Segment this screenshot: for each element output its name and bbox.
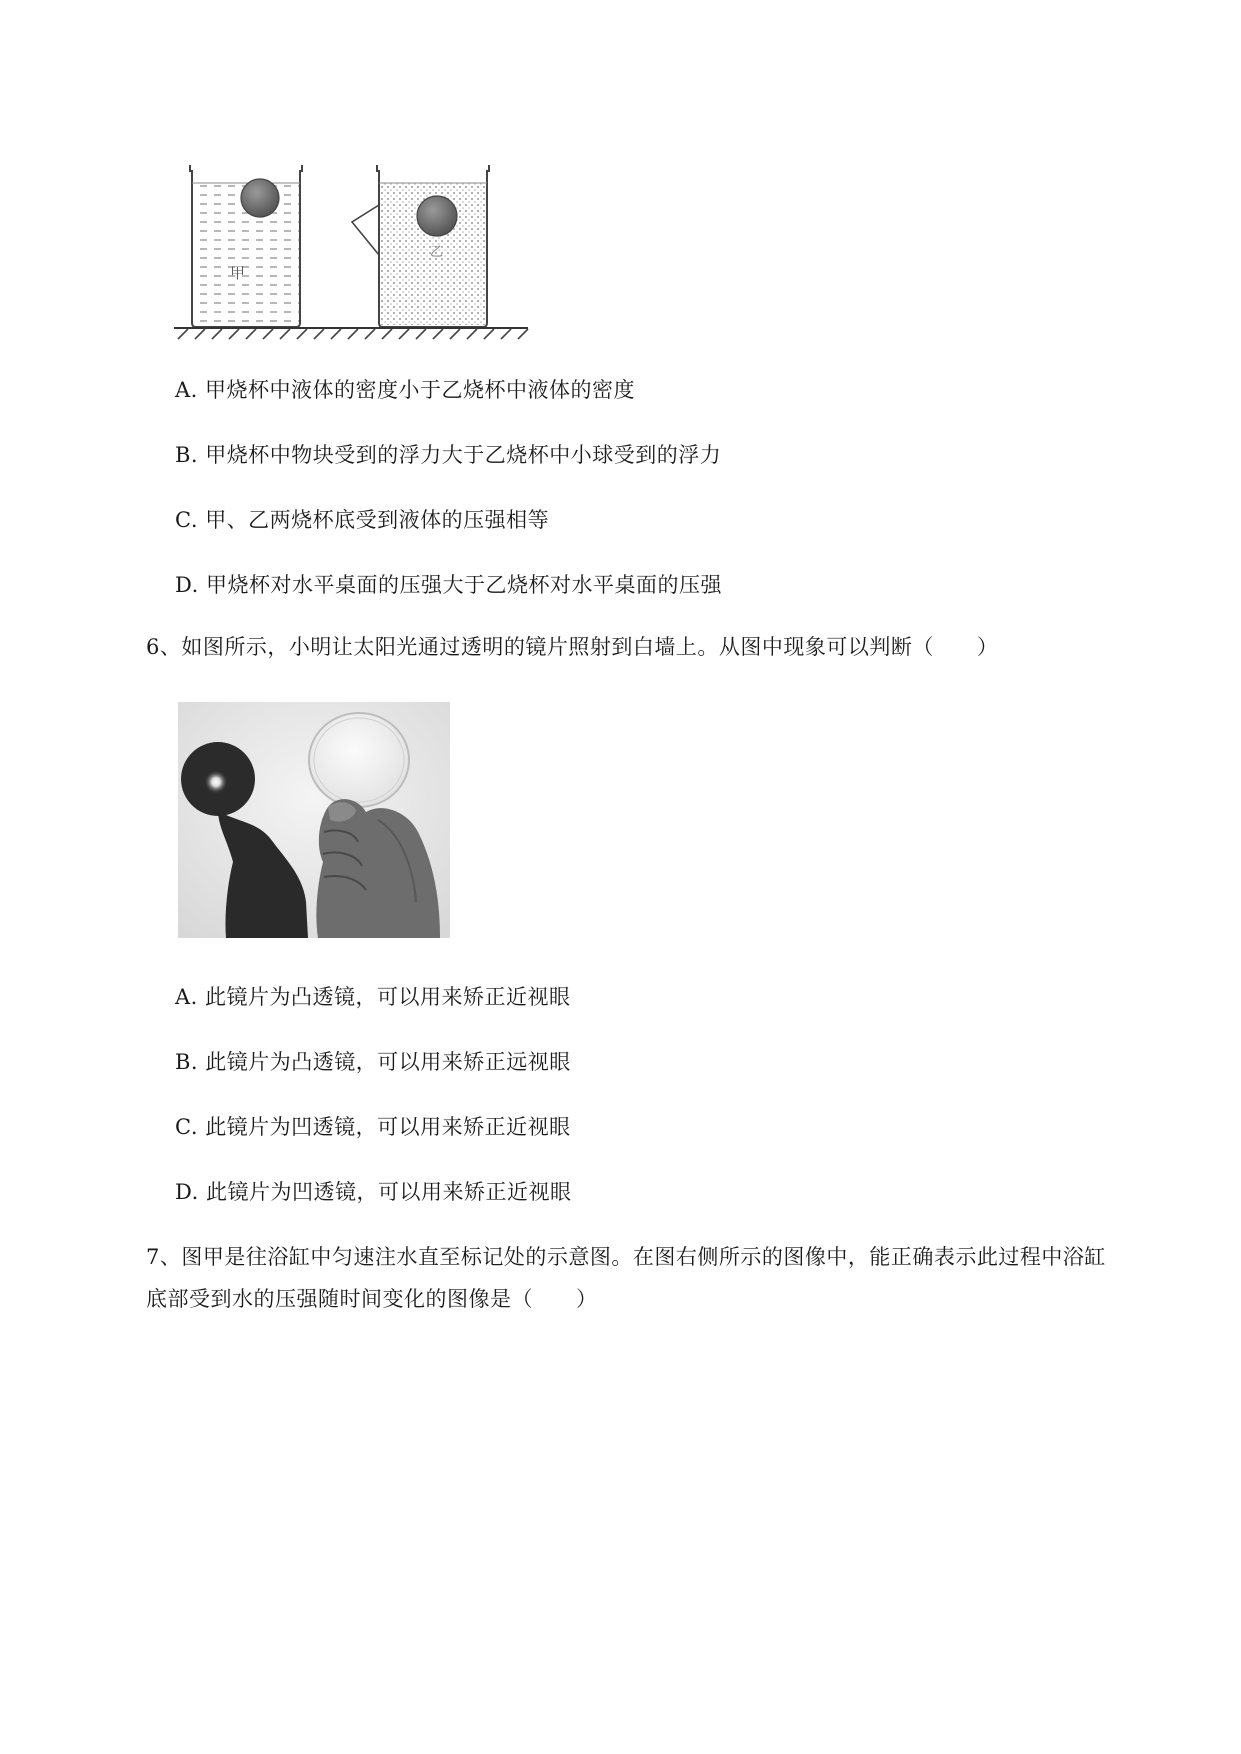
option-letter: B.: [175, 443, 199, 467]
option-letter: C.: [175, 1115, 198, 1139]
option-letter: D.: [175, 573, 199, 597]
lens: [309, 713, 409, 807]
option-text: 甲烧杯中物块受到的浮力大于乙烧杯中小球受到的浮力: [205, 443, 722, 467]
q6-option-b: [175, 1048, 571, 1076]
beaker-left: [190, 165, 302, 327]
q6-option-c: [175, 1113, 571, 1141]
q5-option-d: [175, 571, 722, 599]
option-text: 甲烧杯中液体的密度小于乙烧杯中液体的密度: [205, 378, 636, 402]
beakers-figure: [170, 155, 540, 340]
option-letter: A.: [175, 985, 198, 1009]
q6-stem: 6、如图所示，小明让太阳光通过透明的镜片照射到白墙上。从图中现象可以判断（ ）: [146, 635, 999, 659]
option-text: 甲烧杯对水平桌面的压强大于乙烧杯对水平桌面的压强: [205, 573, 722, 597]
q5-option-a: [175, 376, 635, 404]
light-spot: [204, 770, 228, 794]
option-text: 甲、乙两烧杯底受到液体的压强相等: [205, 508, 550, 532]
q5-option-b: [175, 441, 721, 469]
q6-option-a: [175, 983, 571, 1011]
option-text: 此镜片为凸透镜，可以用来矫正近视眼: [205, 985, 571, 1009]
option-letter: A.: [175, 378, 198, 402]
q6-option-d: [175, 1178, 571, 1206]
q5-option-c: [175, 506, 549, 534]
beaker-right: [352, 165, 489, 327]
option-letter: B.: [175, 1050, 199, 1074]
q7-stem-line2: 底部受到水的压强随时间变化的图像是（ ）: [146, 1287, 598, 1311]
option-text: 此镜片为凹透镜，可以用来矫正近视眼: [205, 1115, 571, 1139]
option-letter: D.: [175, 1180, 199, 1204]
lens-photo: [178, 702, 450, 938]
option-text: 此镜片为凸透镜，可以用来矫正远视眼: [205, 1050, 571, 1074]
option-letter: C.: [175, 508, 198, 532]
option-text: 此镜片为凹透镜，可以用来矫正近视眼: [205, 1180, 572, 1204]
q7-stem-line1: 7、图甲是往浴缸中匀速注水直至标记处的示意图。在图右侧所示的图像中，能正确表示此过程中浴缸: [146, 1245, 1106, 1269]
beaker-left-label: 甲: [230, 264, 246, 282]
suspended-ball: [417, 196, 457, 236]
beaker-spout: [352, 205, 379, 255]
beaker-right-label: 乙: [430, 245, 444, 260]
table-surface: [174, 328, 528, 339]
floating-block: [241, 179, 279, 217]
